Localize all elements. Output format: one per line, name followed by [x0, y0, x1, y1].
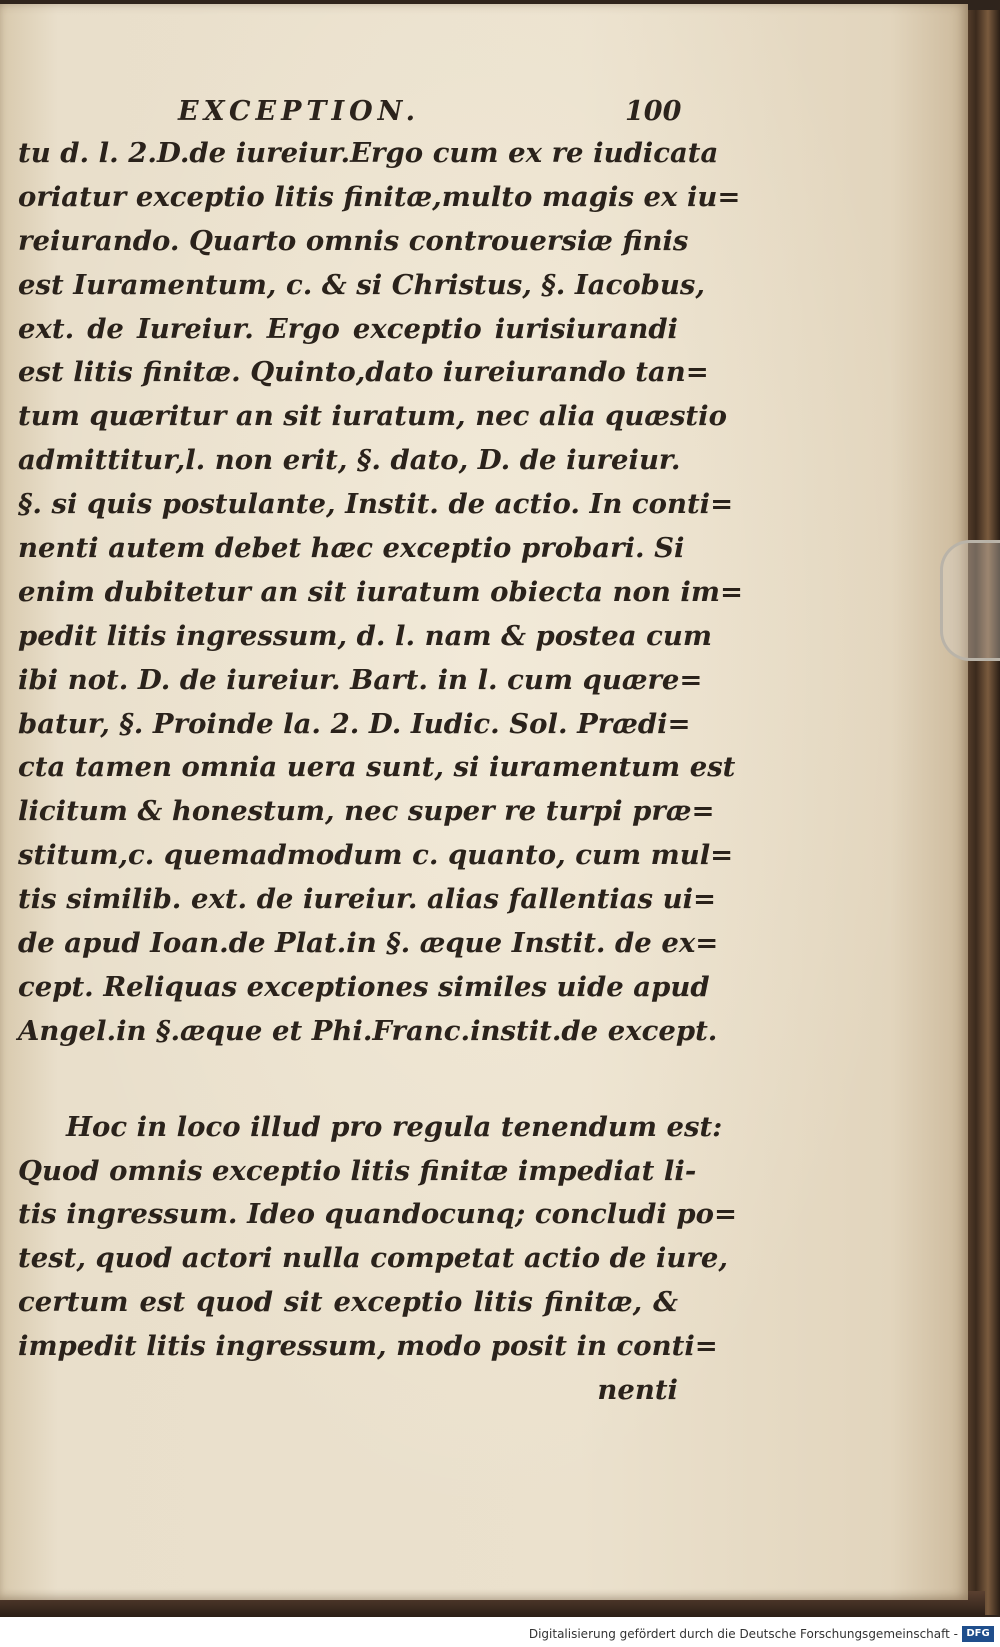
text-line: test, quod actori nulla competat actio de iure, [18, 1242, 728, 1275]
text-line: impedit litis ingressum, modo posit in conti= [18, 1330, 718, 1363]
funding-credit: Digitalisierung gefördert durch die Deutsche Forschungsgemeinschaft - [528, 1627, 958, 1641]
text-line: reiurando. Quarto omnis controuersiæ finis [18, 224, 689, 257]
text-line: tu d. l. 2.D.de iureiur.Ergo cum ex re iudicata [18, 137, 719, 169]
text-line: admittitur,l. non erit, §. dato, D. de iureiur. [18, 444, 681, 477]
text-line: oriatur exceptio litis finitæ,multo magis ex iu= [18, 180, 741, 213]
catchword: nenti [597, 1374, 678, 1407]
footer-bar [0, 1617, 1000, 1647]
text-line: tis similib. ext. de iureiur. alias fallentias ui= [18, 883, 717, 916]
text-line: cept. Reliquas exceptiones similes uide apud [18, 970, 710, 1003]
page-text [18, 132, 744, 1413]
text-line: Quod omnis exceptio litis finitæ impediat li- [18, 1154, 697, 1187]
text-line: ibi not. D. de iureiur. Bart. in l. cum quære= [18, 663, 703, 696]
text-line: certum est quod sit exceptio litis finitæ, & [18, 1286, 678, 1319]
text-line: nenti autem debet hæc exceptio probari. Si [18, 532, 685, 565]
text-line: cta tamen omnia uera sunt, si iuramentum est [18, 751, 736, 784]
book-page [0, 4, 968, 1600]
text-line: batur, §. Proinde la. 2. D. Iudic. Sol. Prædi= [18, 707, 691, 740]
page-number: 100 [625, 96, 682, 127]
paragraph-gap [18, 1054, 678, 1106]
text-line: Hoc in loco illud pro regula tenendum est: [66, 1110, 723, 1143]
text-line: enim dubitetur an sit iuratum obiecta non im= [18, 575, 744, 608]
running-title: EXCEPTION. [178, 96, 421, 127]
paragraph-1 [18, 132, 744, 1054]
text-line: de apud Ioan.de Plat.in §. æque Instit. de ex= [18, 927, 719, 960]
text-line: pedit litis ingressum, d. l. nam & postea cum [18, 619, 712, 652]
text-line: est litis finitæ. Quinto,dato iureiurando tan= [18, 356, 709, 389]
text-line: stitum,c. quemadmodum c. quanto, cum mul= [18, 839, 734, 872]
text-line: Angel.in §.æque et Phi.Franc.instit.de except. [18, 1014, 718, 1047]
text-line: est Iuramentum, c. & si Christus, §. Iacobus, [18, 268, 705, 301]
text-line: tis ingressum. Ideo quandocunq; concludi po= [18, 1198, 737, 1231]
text-line: tum quæritur an sit iuratum, nec alia quæstio [18, 400, 727, 433]
paragraph-2 [18, 1106, 737, 1413]
text-line: licitum & honestum, nec super re turpi præ= [18, 795, 715, 828]
dfg-logo: DFG [962, 1626, 994, 1642]
text-line: §. si quis postulante, Instit. de actio. In conti= [18, 488, 734, 521]
page-clip [940, 540, 1000, 661]
text-line: ext. de Iureiur. Ergo exceptio iurisiurandi [18, 312, 678, 345]
